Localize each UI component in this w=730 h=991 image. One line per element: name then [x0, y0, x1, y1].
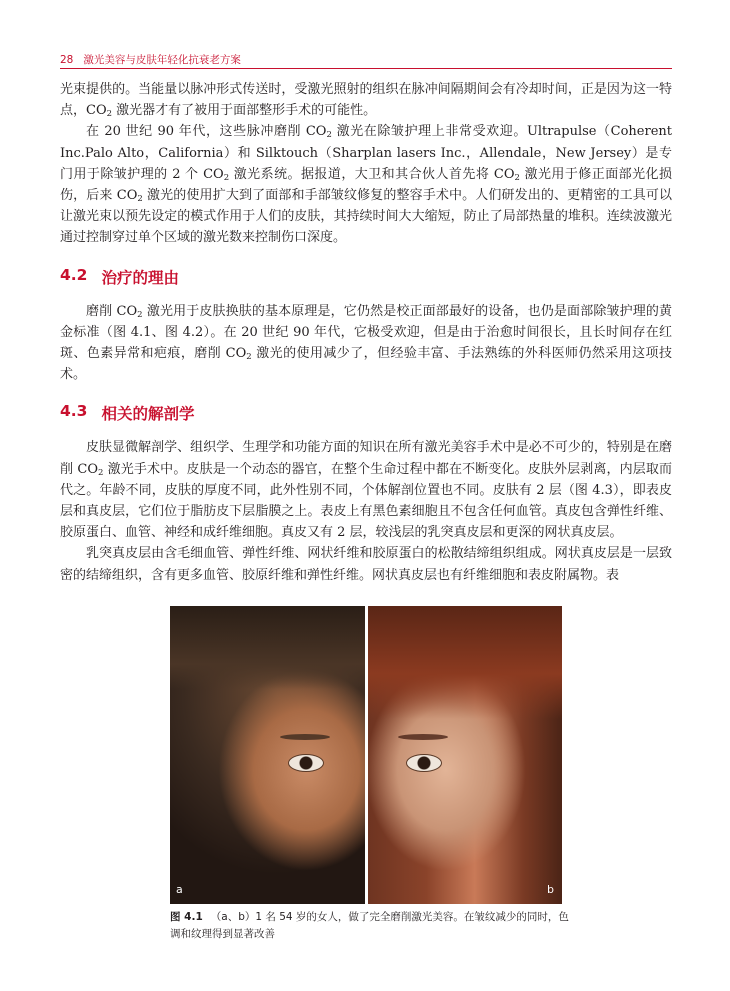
caption-text: （a、b）1 名 54 岁的女人，做了完全磨削激光美容。在皱纹减少的同时，色调和纹理得到显著改善 — [170, 911, 569, 940]
running-title: 激光美容与皮肤年轻化抗衰老方案 — [83, 54, 241, 66]
section-4-2-paragraphs — [60, 301, 672, 386]
paragraph — [60, 301, 672, 386]
panel-label-a: a — [176, 883, 183, 896]
section-heading-4-2 — [60, 266, 672, 288]
caption-label: 图 4.1 — [170, 911, 203, 923]
hair-shape — [170, 606, 365, 689]
paragraph — [60, 543, 672, 585]
eye-shape — [406, 754, 442, 772]
text-run: 皮肤显微解剖学、组织学、生理学和功能方面的知识在所有激光美容手术中是必不可少的，特别是在磨削 CO — [60, 440, 672, 477]
photo-before — [170, 606, 365, 904]
eyebrow-shape — [398, 734, 448, 740]
subscript: 2 — [223, 172, 230, 183]
subscript: 2 — [137, 194, 143, 205]
subscript: 2 — [514, 172, 520, 183]
text-run: 激光的使用扩大到了面部和手部皱纹修复的整容手术中。人们研发出的、更精密的工具可以让激光束以预先设定的模式作用于人们的皮肤，其持续时间大大缩短，防止了局部热量的堆积。连续波激光通过控制穿过单个区域的激光数来控制伤口深度。 — [60, 188, 672, 246]
text-run: 磨削 CO — [86, 303, 138, 319]
subscript: 2 — [326, 130, 332, 141]
running-header — [60, 52, 672, 67]
paragraph — [60, 79, 672, 121]
section-4-3-paragraphs — [60, 437, 672, 585]
paragraph — [60, 437, 672, 543]
section-heading-4-3 — [60, 402, 672, 424]
section-title: 相关的解剖学 — [101, 405, 195, 424]
text-run: 激光的使用减少了，但经验丰富、手法熟练的外科医师仍然采用这项技术。 — [60, 346, 672, 383]
text-run: 激光器才有了被用于面部整形手术的可能性。 — [112, 103, 377, 119]
subscript: 2 — [137, 309, 143, 320]
text-run: 激光在除皱护理上非常受欢迎。Ultrapulse（Coherent Inc.Palo Alto，California）和 Silktouch（Sharplan lasers Inc.，Allendale，New Jersey）是专门用于除皱护理的 2 个 CO — [60, 124, 672, 182]
figure-caption — [170, 909, 570, 943]
text-run: 激光系统。据报道，大卫和其合伙人首先将 CO — [229, 166, 515, 182]
text-run: 乳突真皮层由含毛细血管、弹性纤维、网状纤维和胶原蛋白的松散结缔组织组成。网状真皮层是一层致密的结缔组织，含有更多血管、胶原纤维和弹性纤维。网状真皮层也有纤维细胞和表皮附属物。表 — [60, 546, 672, 583]
section-title: 治疗的理由 — [101, 268, 179, 287]
text-run: 在 20 世纪 90 年代，这些脉冲磨削 CO — [86, 124, 327, 140]
figure-4-1 — [170, 606, 562, 904]
paragraph — [60, 121, 672, 248]
text-run: 激光用于皮肤换肤的基本原理是，它仍然是校正面部最好的设备，也仍是面部除皱护理的黄金标准（图 4.1、图 4.2）。在 20 世纪 90 年代，它极受欢迎，但是由于治愈时间很长，且长时间存在红斑、色素异常和疤痕，磨削 CO — [60, 303, 672, 362]
section-number: 4.2 — [60, 265, 88, 284]
body-text — [60, 79, 672, 586]
text-run: 激光用于修正面部光化损伤，后来 CO — [60, 166, 673, 204]
subscript: 2 — [98, 467, 104, 478]
text-run: 激光手术中。皮肤是一个动态的器官，在整个生命过程中都在不断变化。皮肤外层剥离，内层取而代之。年龄不同，皮肤的厚度不同，此外性别不同，个体解剖位置也不同。皮肤有 2 层（图 4.3），即表皮层和真皮层，它们位于脂肪皮下层脂膜之上。表皮上有黑色素细胞且不包含任何血管。真皮包含弹性纤维、胶原蛋白、血管、神经和成纤维细胞。真皮又有 2 层，较浅层的乳突真皮层和更深的网状真皮层。 — [60, 461, 672, 541]
section-number: 4.3 — [60, 402, 88, 421]
page-number: 28 — [60, 53, 74, 66]
eyebrow-shape — [280, 734, 330, 740]
panel-label-b: b — [547, 883, 554, 896]
subscript: 2 — [106, 109, 113, 120]
intro-paragraphs — [60, 79, 672, 249]
eye-shape — [288, 754, 324, 772]
subscript: 2 — [246, 352, 252, 363]
photo-after — [368, 606, 563, 904]
header-rule — [60, 68, 672, 69]
text-run: 光束提供的。当能量以脉冲形式传送时，受激光照射的组织在脉冲间隔期间会有冷却时间，正是因为这一特点，CO — [60, 82, 672, 119]
hair-shape — [368, 606, 563, 719]
